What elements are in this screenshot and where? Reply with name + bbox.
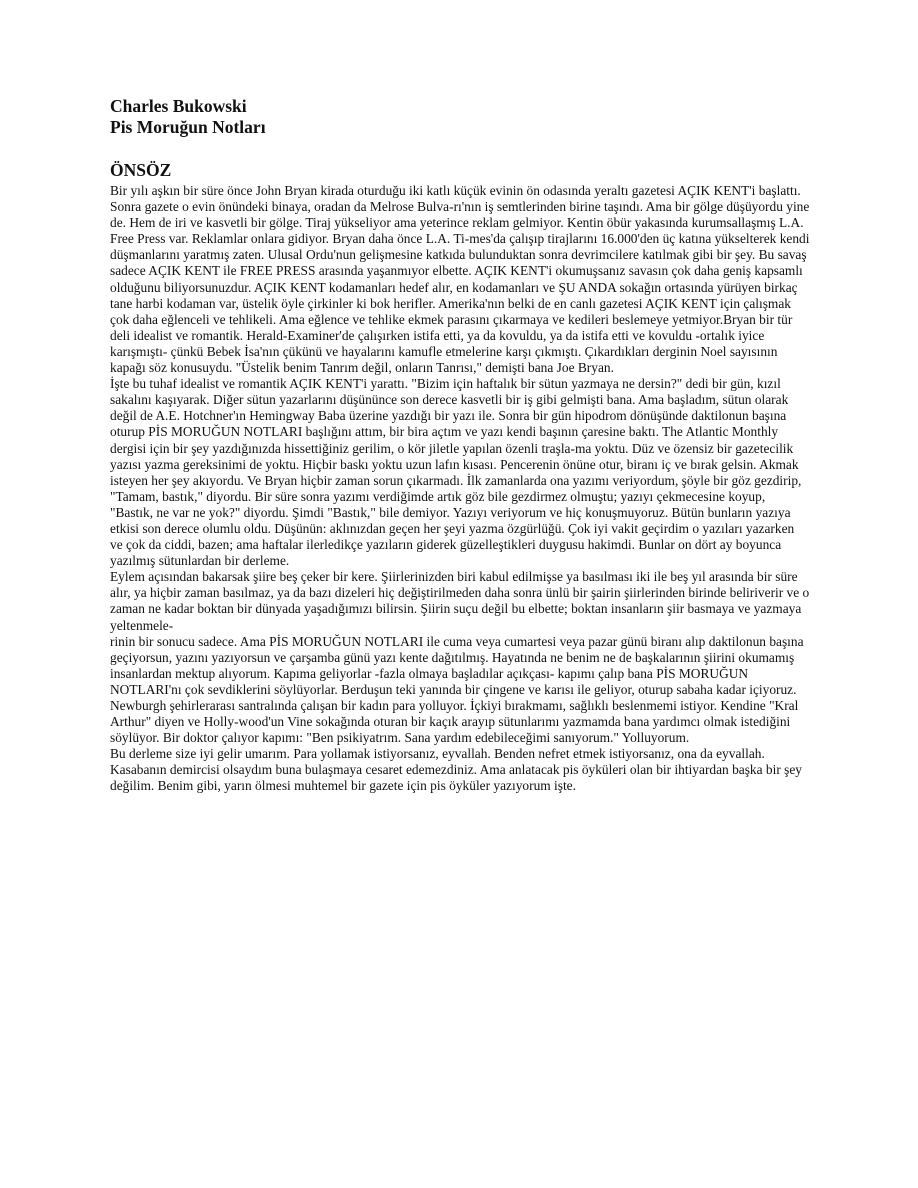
section-heading: ÖNSÖZ — [110, 160, 172, 180]
book-title: Pis Moruğun Notları — [110, 117, 266, 137]
document-page — [110, 96, 810, 795]
body-paragraph: İşte bu tuhaf idealist ve romantik AÇIK KENT'i yarattı. "Bizim için haftalık bir sütun yazmaya ne dersin?" dedi bir gün, kızıl sakalını kaşıyarak. Diğer sütun yazarlarını düşününce son derece kasvetli bir iş gibi gelmişti bana. Ama başladım, sütun olarak değil de A.E. Hotchner'ın Hemingway Baba üzerine yazdığı bir yazı ile. Sonra bir gün hipodrom dönüşünde daktilonun başına oturup PİS MORUĞUN NOTLARI başlığını attım, bir bira açtım ve yazı kendi başının çaresine baktı. The Atlantic Monthly dergisi için bir şey yazdığınızda hissettiğiniz gerilim, o kör jiletle yapılan özenli traşla-ma yoktu. Düz ve özensiz bir gazetecilik yazısı yazma gereksinimi de yoktu. Hiçbir baskı yoktu uzun lafın kısası. Pencerenin önüne otur, biranı iç ve bırak gelsin. Akmak isteyen her şey akıyordu. Ve Bryan hiçbir zaman sorun çıkarmadı. İlk zamanlarda ona yazımı veriyordum, şöyle bir göz gezdirip, "Tamam, bastık," diyordu. Bir süre sonra yazımı verdiğimde artık göz bile gezdirmez olmuştu; yazıyı çekmecesine koyup, "Bastık, ne var ne yok?" diyordu. Şimdi "Bastık," bile demiyor. Yazıyı veriyorum ve hiç konuşmuyoruz. Bütün bunların yazıya etkisi son derece olumlu oldu. Düşünün: aklınızdan geçen her şeyi yazma özgürlüğü. Çok iyi vakit geçirdim o yazıları yazarken ve çok da ciddi, bazen; ama haftalar ilerledikçe yazıların giderek güzelleştikleri duygusu hakimdi. Bunlar on dört ay boyunca yazılmış sütunlardan bir derleme. — [110, 376, 802, 569]
author-name: Charles Bukowski — [110, 96, 247, 116]
body-paragraph: Eylem açısından bakarsak şiire beş çeker bir kere. Şiirlerinizden biri kabul edilmişse ya basılması iki ile beş yıl arasında bir süre alır, ya hiçbir zaman basılmaz, ya da bazı dizeleri hiç değiştirilmeden daha sonra ünlü bir şairin şiirlerinden birinde beliriverir ve o zaman ne kadar boktan bir dünyada yaşadığımızı bilirsin. Şiirin suçu değil bu elbette; boktan insanların şiir basmaya ve yazmaya yeltenmele- — [110, 569, 810, 633]
body-paragraph: rinin bir sonucu sadece. Ama PİS MORUĞUN NOTLARI ile cuma veya cumartesi veya pazar günü biranı alıp daktilonun başına geçiyorsun, yazını yazıyorsun ve çarşamba günü yazı kente dağıtılmış. Hayatında ne benim ne de başkalarının şiirini okumamış insanlardan mektup alıyorum. Kapıma geliyorlar -fazla olmaya başladılar açıkçası- kapımı çalıp bana PİS MORUĞUN NOTLARI'nı çok sevdiklerini söylüyorlar. Berduşun teki yanında bir çingene ve karısı ile geliyor, oturup sabaha kadar içiyoruz. Newburgh şehirlerarası santralında çalışan bir kadın para yolluyor. İçkiyi bırakmamı, sağlıklı beslenmemi istiyor. Kendine "Kral Arthur" diyen ve Holly-wood'un Vine sokağında oturan bir kaçık arayıp sütunlarımı yazmamda bana yardımcı olmak istediğini söylüyor. Bir doktor çalıyor kapımı: "Ben psikiyatrım. Sana yardım edebileceğimi sanıyorum." Yolluyorum. — [110, 633, 804, 746]
body-paragraph: Bir yılı aşkın bir süre önce John Bryan kirada oturduğu iki katlı küçük evinin ön odasında yeraltı gazetesi AÇIK KENT'i başlattı. Sonra gazete o evin önündeki binaya, oradan da Melrose Bulva-rı'nın iş semtlerinden birine taşındı. Ama bir gölge düşüyordu yine de. Hem de iri ve kasvetli bir gölge. Tiraj yükseliyor ama yeterince reklam gelmiyor. Kentin öbür yakasında kurumsallaşmış L.A. Free Press var. Reklamlar onlara gidiyor. Bryan daha önce L.A. Ti-mes'da çalışıp tirajlarını 16.000'den üç katına yükselterek kendi düşmanlarını yaratmış zaten. Ulusal Ordu'nun gelişmesine katkıda bulunduktan sonra devrimcilere katılmak gibi bir şey. Bu savaş sadece AÇIK KENT ile FREE PRESS arasında yaşanmıyor elbette. AÇIK KENT'i okumuşsanız savasın çok daha geniş kapsamlı olduğunu biliyorsunuzdur. AÇIK KENT kodamanları hedef alır, en kodamanları ve ŞU ANDA sokağın ortasında yürüyen birkaç tane harbi kodaman var, üstelik öyle çirkinler ki bok herifler. Amerika'nın belki de en canlı gazetesi AÇIK KENT için çalışmak çok daha eğlenceli ve tehlikeli. Ama eğlence ve tehlike ekmek parasını çıkarmaya ve kedileri beslemeye yetmiyor.Bryan bir tür deli idealist ve romantik. Herald-Examiner'de çalışırken istifa etti, ya da kovuldu, ya da istifa etti ve kovuldu -ortalık iyice karışmıştı- çünkü Bebek İsa'nın çükünü ve hayalarını kamufle etmelerine karşı çıkmıştı. Çıkardıkları derginin Noel sayısının kapağı söz konusuydu. "Üstelik benim Tanrım değil, onların Tanrısı," demişti bana Joe Bryan. — [110, 183, 810, 376]
body-paragraph: Bu derleme size iyi gelir umarım. Para yollamak istiyorsanız, eyvallah. Benden nefret etmek istiyorsanız, ona da eyvallah. Kasabanın demircisi olsaydım buna bulaşmaya cesaret edemezdiniz. Ama anlatacak pis öyküleri olan bir ihtiyardan başka bir şey değilim. Benim gibi, yarın ölmesi muhtemel bir gazete için pis öyküler yazıyorum işte. — [110, 746, 802, 794]
